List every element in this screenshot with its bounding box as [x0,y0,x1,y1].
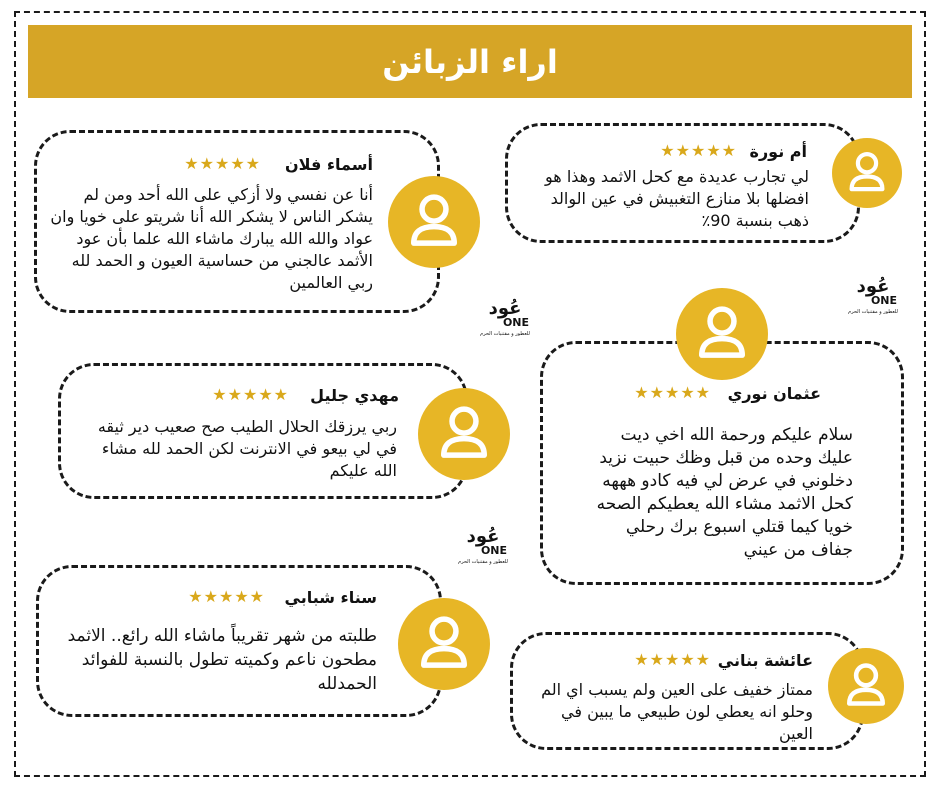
review-card [58,363,468,499]
brand-logo [452,522,514,566]
reviewer-name: عائشة بناني [717,651,813,670]
user-icon [398,598,490,690]
avatar [676,288,768,380]
avatar [398,598,490,690]
avatar [388,176,480,268]
page-header [28,25,912,98]
review-card [505,123,860,243]
avatar [828,648,904,724]
review-text: ربي يرزقك الحلال الطيب صح صعيب دير ثيقه في لي بيعو في الانترنت لكن الحمد لله مشاء الله عليكم [97,417,397,480]
avatar [418,388,510,480]
rating-stars: ★★★★★ [212,385,289,404]
user-icon [828,648,904,724]
review-text: ممتاز خفيف على العين ولم يسبب اي الم وحلو انه يعطي لون طبيعي ما يبين في العين [541,680,813,743]
review-text: لي تجارب عديدة مع كحل الاثمد وهذا هو افضلها بلا منازع التغبيش في عين الوالد ذهب بنسبة 90٪ [545,167,809,230]
svg-text:عُود: عُود [466,526,500,547]
reviewer-name: عثمان نوري [727,384,821,403]
rating-stars: ★★★★★ [184,154,261,173]
reviewer-name: أم نورة [749,142,807,161]
svg-text:للعطور و مقتنيات الحرم: للعطور و مقتنيات الحرم [848,309,898,315]
review-text: طلبته من شهر تقريباً ماشاء الله رائع.. الاثمد مطحون ناعم وكميته تطول بالنسبة للفوائد الحمدلله [67,626,377,694]
user-icon [418,388,510,480]
user-icon [832,138,902,208]
reviewer-name: مهدي جليل [310,386,399,405]
rating-stars: ★★★★★ [634,383,711,402]
user-icon [388,176,480,268]
page-title: اراء الزبائن [382,42,558,81]
review-text: أنا عن نفسي ولا أزكي على الله أحد ومن لم يشكر الناس لا يشكر الله أنا شريتو على خويا وان عواد والله الله يبارك ماشاء الله علما بأن عود الأثمد عالجني من حساسية العيون و الحمد لله ربي العالمين [50,185,373,292]
svg-text:للعطور و مقتنيات الحرم: للعطور و مقتنيات الحرم [480,331,530,337]
review-card [34,130,440,313]
svg-text:للعطور و مقتنيات الحرم: للعطور و مقتنيات الحرم [458,559,508,565]
user-icon [676,288,768,380]
brand-logo [474,294,536,338]
reviewer-name: أسماء فلان [285,155,373,174]
svg-text:عُود: عُود [856,276,890,297]
svg-text:ONE: ONE [502,316,530,329]
avatar [832,138,902,208]
svg-text:ONE: ONE [870,294,898,307]
rating-stars: ★★★★★ [634,650,711,669]
svg-text:ONE: ONE [480,544,508,557]
reviewer-name: سناء شبابي [284,588,377,607]
review-card [510,632,864,750]
rating-stars: ★★★★★ [660,141,737,160]
rating-stars: ★★★★★ [188,587,265,606]
review-text: سلام عليكم ورحمة الله اخي ديت عليك وحده من قبل وظك حبيت نزيد دخلوني في عرض لي فيه كادو هههه كحل الاثمد مشاء الله يعطيكم الصحه خويا كيما قتلي اسبوع برك رحلي جفاف من عيني [596,425,853,560]
svg-text:عُود: عُود [488,298,522,319]
brand-logo [842,272,904,316]
review-card [36,565,442,717]
